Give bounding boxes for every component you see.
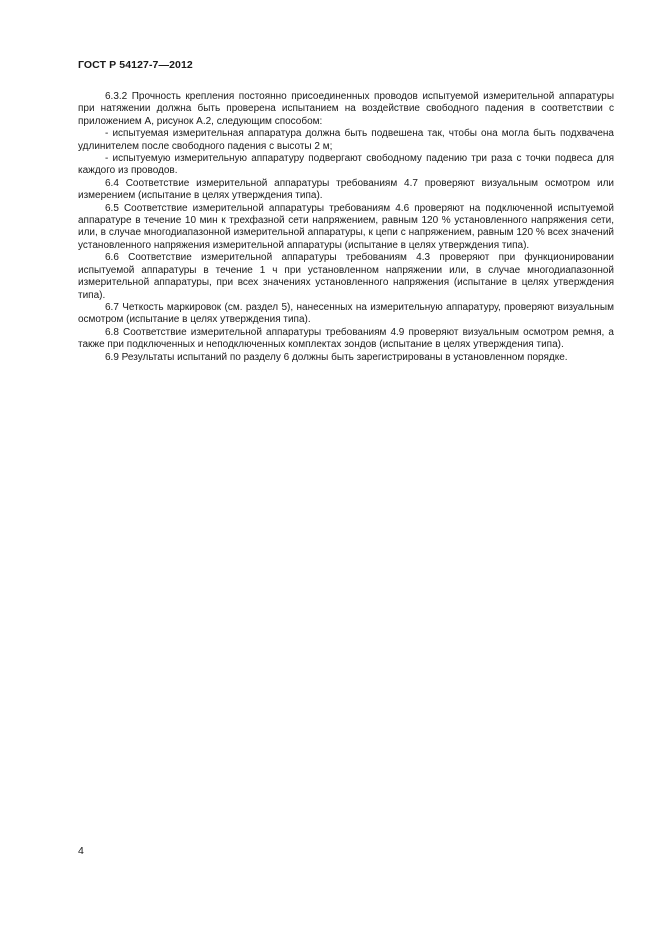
paragraph-6-6: 6.6 Соответствие измерительной аппаратуры требованиям 4.3 проверяют при функционировании испытуемой аппаратуры в течение 1 ч при установленном напряжении или, в случае многодиапазонной измерительной аппаратуры, при всех значениях установленного напряжения (испытание в целях утверждения типа). bbox=[78, 252, 614, 301]
list-item-suspension: - испытуемая измерительная аппаратура должна быть подвешена так, чтобы она могла быть подхвачена удлинителем после свободного падения с высоты 2 м; bbox=[78, 128, 614, 152]
list-item-free-fall: - испытуемую измерительную аппаратуру подвергают свободному падению три раза с точки подвеса для каждого из проводов. bbox=[78, 153, 614, 177]
page-number: 4 bbox=[78, 845, 84, 857]
document-header: ГОСТ Р 54127-7—2012 bbox=[78, 59, 193, 71]
paragraph-6-9: 6.9 Результаты испытаний по разделу 6 должны быть зарегистрированы в установленном порядке. bbox=[105, 351, 568, 363]
paragraph-6-7: 6.7 Четкость маркировок (см. раздел 5), нанесенных на измерительную аппаратуру, проверяют визуальным осмотром (испытание в целях утверждения типа). bbox=[78, 301, 614, 326]
paragraph-6-4: 6.4 Соответствие измерительной аппаратуры требованиям 4.7 проверяют визуальным осмотром или измерением (испытание в целях утверждения типа). bbox=[78, 177, 614, 202]
paragraph-6-8: 6.8 Соответствие измерительной аппаратуры требованиям 4.9 проверяют визуальным осмотром ремня, а также при подключенных и неподключенных комплектах зондов (испытание в целях утверждения типа). bbox=[78, 326, 614, 351]
paragraph-6-3-2: 6.3.2 Прочность крепления постоянно присоединенных проводов испытуемой измерительной аппаратуры при натяжении должна быть проверена испытанием на воздействие свободного падения в соответствии с приложением А, рисунок А.2, следующим способом: bbox=[78, 91, 614, 127]
paragraph-6-5: 6.5 Соответствие измерительной аппаратуры требованиям 4.6 проверяют на подключенной испытуемой аппаратуре в течение 10 мин к трехфазной сети напряжением, равным 120 % установленного напряжения сети, или, в случае многодиапазонной измерительной аппаратуры, к цепи с напряжением, равным 120 % всех значений установленного напряжения измерительной аппаратуры (испытание в целях утверждения типа). bbox=[78, 202, 614, 251]
document-body bbox=[78, 91, 614, 364]
